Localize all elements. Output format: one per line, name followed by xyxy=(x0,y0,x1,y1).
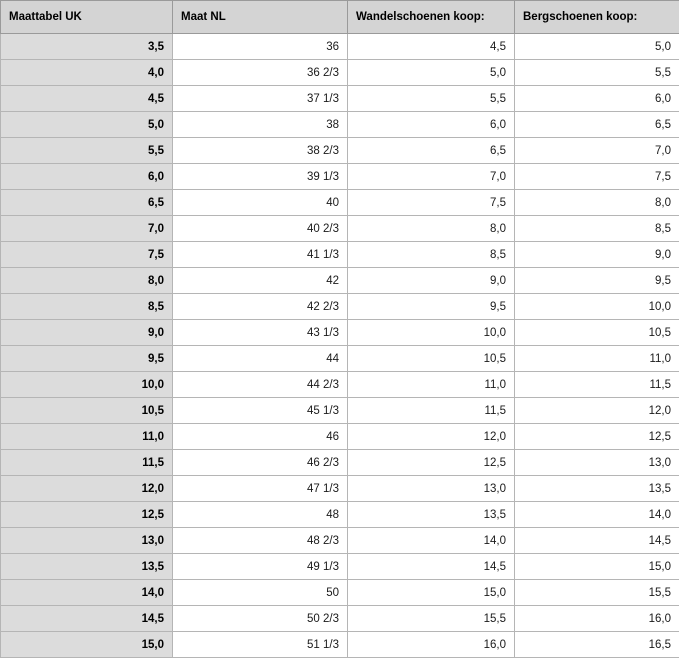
cell-nl-size: 38 xyxy=(173,112,348,138)
table-row xyxy=(1,34,679,60)
cell-wandelschoenen-size: 8,5 xyxy=(348,242,515,268)
cell-nl-size: 38 2/3 xyxy=(173,138,348,164)
cell-nl-size: 50 xyxy=(173,580,348,606)
cell-uk-size: 5,0 xyxy=(1,112,173,138)
cell-bergschoenen-size: 9,5 xyxy=(515,268,679,294)
cell-nl-size: 46 2/3 xyxy=(173,450,348,476)
table-row xyxy=(1,580,679,606)
cell-nl-size: 44 xyxy=(173,346,348,372)
table-row xyxy=(1,450,679,476)
cell-uk-size: 12,5 xyxy=(1,502,173,528)
cell-wandelschoenen-size: 5,5 xyxy=(348,86,515,112)
cell-bergschoenen-size: 5,5 xyxy=(515,60,679,86)
cell-uk-size: 14,0 xyxy=(1,580,173,606)
cell-nl-size: 36 xyxy=(173,34,348,60)
table-row xyxy=(1,242,679,268)
table-body xyxy=(1,34,679,658)
cell-wandelschoenen-size: 14,5 xyxy=(348,554,515,580)
cell-uk-size: 4,0 xyxy=(1,60,173,86)
cell-uk-size: 13,5 xyxy=(1,554,173,580)
cell-bergschoenen-size: 16,0 xyxy=(515,606,679,632)
cell-uk-size: 15,0 xyxy=(1,632,173,658)
cell-nl-size: 50 2/3 xyxy=(173,606,348,632)
cell-uk-size: 5,5 xyxy=(1,138,173,164)
cell-bergschoenen-size: 16,5 xyxy=(515,632,679,658)
cell-bergschoenen-size: 9,0 xyxy=(515,242,679,268)
cell-wandelschoenen-size: 6,0 xyxy=(348,112,515,138)
cell-uk-size: 7,0 xyxy=(1,216,173,242)
cell-wandelschoenen-size: 16,0 xyxy=(348,632,515,658)
cell-bergschoenen-size: 13,0 xyxy=(515,450,679,476)
cell-bergschoenen-size: 14,0 xyxy=(515,502,679,528)
cell-nl-size: 36 2/3 xyxy=(173,60,348,86)
cell-nl-size: 48 xyxy=(173,502,348,528)
cell-wandelschoenen-size: 11,5 xyxy=(348,398,515,424)
cell-wandelschoenen-size: 9,0 xyxy=(348,268,515,294)
cell-bergschoenen-size: 14,5 xyxy=(515,528,679,554)
cell-wandelschoenen-size: 13,0 xyxy=(348,476,515,502)
cell-uk-size: 12,0 xyxy=(1,476,173,502)
cell-bergschoenen-size: 11,0 xyxy=(515,346,679,372)
cell-uk-size: 13,0 xyxy=(1,528,173,554)
cell-wandelschoenen-size: 9,5 xyxy=(348,294,515,320)
cell-nl-size: 49 1/3 xyxy=(173,554,348,580)
cell-bergschoenen-size: 8,5 xyxy=(515,216,679,242)
cell-nl-size: 51 1/3 xyxy=(173,632,348,658)
cell-wandelschoenen-size: 14,0 xyxy=(348,528,515,554)
table-row xyxy=(1,164,679,190)
cell-nl-size: 40 xyxy=(173,190,348,216)
cell-bergschoenen-size: 12,5 xyxy=(515,424,679,450)
cell-nl-size: 45 1/3 xyxy=(173,398,348,424)
cell-nl-size: 48 2/3 xyxy=(173,528,348,554)
cell-uk-size: 11,5 xyxy=(1,450,173,476)
cell-wandelschoenen-size: 12,5 xyxy=(348,450,515,476)
cell-wandelschoenen-size: 15,0 xyxy=(348,580,515,606)
cell-wandelschoenen-size: 5,0 xyxy=(348,60,515,86)
cell-uk-size: 11,0 xyxy=(1,424,173,450)
cell-uk-size: 4,5 xyxy=(1,86,173,112)
table-row xyxy=(1,502,679,528)
cell-bergschoenen-size: 12,0 xyxy=(515,398,679,424)
cell-bergschoenen-size: 15,0 xyxy=(515,554,679,580)
cell-nl-size: 47 1/3 xyxy=(173,476,348,502)
cell-nl-size: 37 1/3 xyxy=(173,86,348,112)
table-row xyxy=(1,372,679,398)
cell-wandelschoenen-size: 7,0 xyxy=(348,164,515,190)
cell-uk-size: 14,5 xyxy=(1,606,173,632)
cell-bergschoenen-size: 8,0 xyxy=(515,190,679,216)
cell-wandelschoenen-size: 10,0 xyxy=(348,320,515,346)
cell-wandelschoenen-size: 8,0 xyxy=(348,216,515,242)
cell-uk-size: 9,5 xyxy=(1,346,173,372)
cell-nl-size: 39 1/3 xyxy=(173,164,348,190)
cell-wandelschoenen-size: 10,5 xyxy=(348,346,515,372)
cell-wandelschoenen-size: 7,5 xyxy=(348,190,515,216)
cell-bergschoenen-size: 7,0 xyxy=(515,138,679,164)
cell-wandelschoenen-size: 6,5 xyxy=(348,138,515,164)
table-row xyxy=(1,294,679,320)
table-row xyxy=(1,476,679,502)
table-row xyxy=(1,606,679,632)
cell-nl-size: 42 xyxy=(173,268,348,294)
cell-wandelschoenen-size: 4,5 xyxy=(348,34,515,60)
cell-uk-size: 3,5 xyxy=(1,34,173,60)
cell-bergschoenen-size: 15,5 xyxy=(515,580,679,606)
cell-nl-size: 44 2/3 xyxy=(173,372,348,398)
table-row xyxy=(1,346,679,372)
table-row xyxy=(1,528,679,554)
table-row xyxy=(1,632,679,658)
cell-bergschoenen-size: 7,5 xyxy=(515,164,679,190)
cell-nl-size: 46 xyxy=(173,424,348,450)
table-row xyxy=(1,424,679,450)
table-row xyxy=(1,112,679,138)
cell-bergschoenen-size: 6,0 xyxy=(515,86,679,112)
table-header xyxy=(1,1,679,34)
cell-bergschoenen-size: 6,5 xyxy=(515,112,679,138)
cell-uk-size: 6,5 xyxy=(1,190,173,216)
cell-wandelschoenen-size: 13,5 xyxy=(348,502,515,528)
cell-bergschoenen-size: 13,5 xyxy=(515,476,679,502)
cell-uk-size: 7,5 xyxy=(1,242,173,268)
cell-uk-size: 8,5 xyxy=(1,294,173,320)
table-row xyxy=(1,216,679,242)
table-row xyxy=(1,60,679,86)
cell-nl-size: 43 1/3 xyxy=(173,320,348,346)
cell-uk-size: 10,5 xyxy=(1,398,173,424)
cell-nl-size: 42 2/3 xyxy=(173,294,348,320)
table-header-row xyxy=(1,1,679,34)
column-header-wandelschoenen: Wandelschoenen koop: xyxy=(348,1,515,34)
table-row xyxy=(1,86,679,112)
cell-uk-size: 10,0 xyxy=(1,372,173,398)
table-row xyxy=(1,320,679,346)
table-row xyxy=(1,268,679,294)
cell-wandelschoenen-size: 15,5 xyxy=(348,606,515,632)
table-row xyxy=(1,554,679,580)
cell-nl-size: 41 1/3 xyxy=(173,242,348,268)
cell-nl-size: 40 2/3 xyxy=(173,216,348,242)
cell-bergschoenen-size: 11,5 xyxy=(515,372,679,398)
cell-uk-size: 8,0 xyxy=(1,268,173,294)
column-header-bergschoenen: Bergschoenen koop: xyxy=(515,1,679,34)
table-row xyxy=(1,398,679,424)
cell-bergschoenen-size: 10,0 xyxy=(515,294,679,320)
cell-wandelschoenen-size: 12,0 xyxy=(348,424,515,450)
table-row xyxy=(1,190,679,216)
cell-bergschoenen-size: 10,5 xyxy=(515,320,679,346)
column-header-uk: Maattabel UK xyxy=(1,1,173,34)
cell-wandelschoenen-size: 11,0 xyxy=(348,372,515,398)
table-row xyxy=(1,138,679,164)
column-header-nl: Maat NL xyxy=(173,1,348,34)
cell-uk-size: 6,0 xyxy=(1,164,173,190)
cell-uk-size: 9,0 xyxy=(1,320,173,346)
cell-bergschoenen-size: 5,0 xyxy=(515,34,679,60)
